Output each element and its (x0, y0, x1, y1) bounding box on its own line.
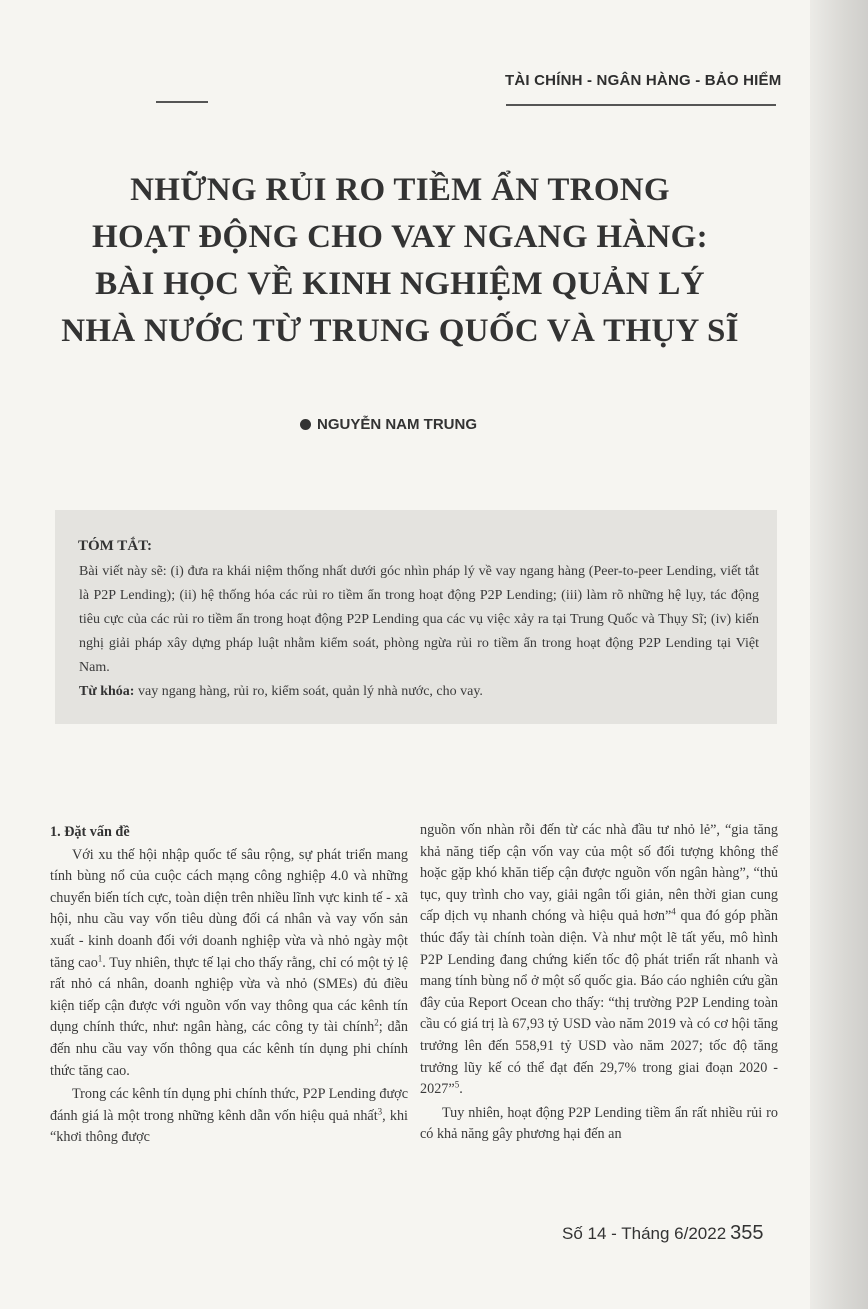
header-dash-mark (156, 101, 208, 103)
footnote-ref: 4 (671, 906, 676, 917)
paragraph (50, 1084, 408, 1149)
body-column-right (420, 820, 778, 1146)
paragraph-text: Tuy nhiên, hoạt động P2P Lending tiềm ẩn rất nhiều rủi ro có khả năng gây phương hại đến an (420, 1104, 778, 1143)
paragraph-text: . Tuy nhiên, thực tế lại cho thấy rằng, chỉ có một tỷ lệ rất nhỏ cá nhân, doanh nghiệp vừa và nhỏ (SMEs) đủ điều kiện tiếp cận được với nguồn vốn vay thông qua các kênh tín dụng chính thức, như: ngân hàng, các công ty tài chính (50, 954, 408, 1036)
paragraph-text: ; dẫn đến nhu cầu vay vốn thông qua các kênh tín dụng phi chính thức tăng cao. (50, 1019, 408, 1079)
title-line-4: NHÀ NƯỚC TỪ TRUNG QUỐC VÀ THỤY SĨ (61, 313, 739, 349)
header-rule (506, 104, 776, 106)
paragraph-text: Với xu thế hội nhập quốc tế sâu rộng, sự phát triển mang tính bùng nổ của cuộc cách mạng công nghiệp 4.0 và những chuyển biến tích cực, toàn diện trên nhiều lĩnh vực kinh tế - xã hội, nhu cầu vay vốn tiêu dùng đối cá nhân và vay vốn sản xuất - kinh doanh đối với doanh nghiệp vừa và nhỏ ngày một tăng cao (50, 846, 408, 971)
author-name: NGUYỄN NAM TRUNG (317, 416, 477, 433)
section-heading: 1. Đặt vấn đề (50, 824, 130, 840)
title-line-3: BÀI HỌC VỀ KINH NGHIỆM QUẢN LÝ (95, 266, 705, 302)
paragraph-text: . (459, 1081, 463, 1098)
footnote-ref: 3 (377, 1105, 383, 1116)
page-number: 355 (730, 1222, 764, 1244)
paragraph-text: nguồn vốn nhàn rỗi đến từ các nhà đầu tư nhỏ lẻ”, “gia tăng khả năng tiếp cận vốn vay của một số đối tượng không thể hoặc gặp khó khăn tiếp cận được nguồn vốn ngân hàng”, “thủ tục, quy trình cho vay, giải ngân tối giản, nên thời gian cung cấp dịch vụ nhanh chóng và hiệu quả hơn” (420, 822, 778, 925)
paragraph-text: qua đó góp phần thúc đẩy tài chính toàn diện. Và như một lẽ tất yếu, mô hình P2P Lending đang chứng kiến tốc độ phát triển rất nhanh và mang tính bùng nổ ở một số quốc gia. Báo cáo nghiên cứu gần đây của Report Ocean cho thấy: “thị trường P2P Lending toàn cầu có giá trị là 67,93 tỷ USD vào năm 2019 và có cơ hội tăng trưởng lên đến 558,91 tỷ USD vào năm 2027; tốc độ tăng trưởng lũy kế có thể đạt đến 29,7% trong giai đoạn 2020 - 2027” (420, 908, 778, 1098)
abstract-text: Bài viết này sẽ: (i) đưa ra khái niệm thống nhất dưới góc nhìn pháp lý về vay ngang hàng (Peer-to-peer Lending, viết tắt là P2P Lending); (ii) hệ thống hóa các rủi ro tiềm ẩn trong hoạt động P2P Lending; (iii) làm rõ những hệ lụy, tác động tiêu cực của các rủi ro tiềm ẩn trong hoạt động P2P Lending qua các vụ việc xảy ra tại Trung Quốc và Thụy Sĩ; (iv) kiến nghị giải pháp xây dựng pháp luật nhằm kiểm soát, phòng ngừa rủi ro tiềm ẩn trong hoạt động P2P Lending tại Việt Nam. (79, 564, 759, 675)
footnote-ref: 1 (97, 952, 103, 963)
abstract-heading: TÓM TẮT: (78, 538, 153, 554)
paragraph-text: , khi “khơi thông được (50, 1107, 408, 1146)
issue-label: Số 14 - Tháng 6/2022 (562, 1224, 727, 1243)
footnote-ref: 2 (374, 1017, 379, 1028)
paragraph (420, 1103, 778, 1146)
paragraph (420, 820, 778, 1101)
keywords-text: vay ngang hàng, rủi ro, kiểm soát, quản lý nhà nước, cho vay. (137, 684, 483, 699)
section-header: TÀI CHÍNH - NGÂN HÀNG - BẢO HIỂM (505, 72, 782, 89)
article-title (40, 167, 760, 355)
paragraph (50, 845, 408, 1083)
page-footer (562, 1222, 764, 1245)
keywords (79, 680, 759, 704)
title-line-1: NHỮNG RỦI RO TIỀM ẨN TRONG (130, 172, 670, 208)
body-column-left (50, 822, 408, 1149)
paragraph-text: Trong các kênh tín dụng phi chính thức, P2P Lending được đánh giá là một trong những kênh dẫn vốn hiệu quả nhất (50, 1086, 408, 1124)
author-byline (300, 416, 477, 433)
keywords-label: Từ khóa: (79, 684, 135, 699)
page-edge-shadow (810, 0, 868, 1309)
footnote-ref: 5 (454, 1079, 460, 1090)
bullet-icon (300, 419, 311, 430)
title-line-2: HOẠT ĐỘNG CHO VAY NGANG HÀNG: (92, 219, 708, 255)
